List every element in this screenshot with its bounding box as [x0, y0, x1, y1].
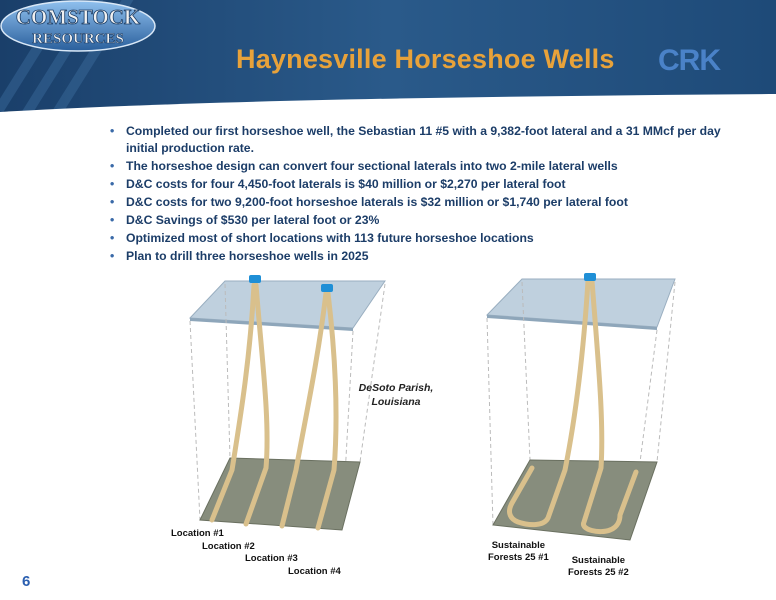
logo-line1: COMSTOCK	[15, 5, 141, 29]
bullet-dot-icon: •	[110, 231, 115, 245]
parish-line2: Louisiana	[371, 396, 421, 408]
location-2-label: Location #2	[202, 541, 255, 552]
bullet-dot-icon: •	[110, 124, 115, 138]
sf1-line2: Forests 25 #1	[488, 552, 549, 563]
page-title: Haynesville Horseshoe Wells	[236, 44, 615, 74]
sf2-line1: Sustainable	[571, 555, 626, 566]
horseshoe-wells-diagram	[487, 273, 675, 540]
wellhead-icon	[584, 273, 596, 281]
bullet-dot-icon: •	[110, 159, 115, 173]
bullet-text: Completed our first horseshoe well, the Sebastian 11 #5 with a 9,382-foot lateral and a 31 MMcf per day initial production rate.	[126, 124, 721, 155]
parish-line1: DeSoto Parish,	[358, 382, 434, 394]
page-number: 6	[22, 573, 31, 590]
wellhead-icon	[321, 284, 333, 292]
bullet-text: Plan to drill three horseshoe wells in 2025	[126, 249, 369, 263]
bullet-text: D&C costs for four 4,450-foot laterals is $40 million or $2,270 per lateral foot	[126, 177, 566, 191]
crk-brand: CRK	[658, 44, 720, 77]
bullet-dot-icon: •	[110, 177, 115, 191]
sustainable-forests-1-label	[488, 540, 549, 564]
location-3-label: Location #3	[245, 553, 298, 564]
logo-line2: RESOURCES	[32, 31, 124, 47]
sustainable-forests-2-label	[568, 555, 629, 579]
bullet-text: D&C costs for two 9,200-foot horseshoe laterals is $32 million or $1,740 per lateral foot	[126, 195, 628, 209]
sf2-line2: Forests 25 #2	[568, 567, 629, 578]
location-4-label: Location #4	[288, 566, 341, 577]
bullet-text: D&C Savings of $530 per lateral foot or 23%	[126, 213, 380, 227]
bullet-text: The horseshoe design can convert four sectional laterals into two 2-mile lateral wells	[126, 159, 618, 173]
sf1-line1: Sustainable	[491, 540, 546, 551]
location-1-label: Location #1	[171, 528, 224, 539]
wellhead-icon	[249, 275, 261, 283]
bullet-text: Optimized most of short locations with 113 future horseshoe locations	[126, 231, 534, 245]
bullet-dot-icon: •	[110, 195, 115, 209]
formation-plane	[493, 460, 657, 540]
bullet-dot-icon: •	[110, 213, 115, 227]
bullet-dot-icon: •	[110, 249, 115, 263]
parish-label	[356, 381, 436, 409]
